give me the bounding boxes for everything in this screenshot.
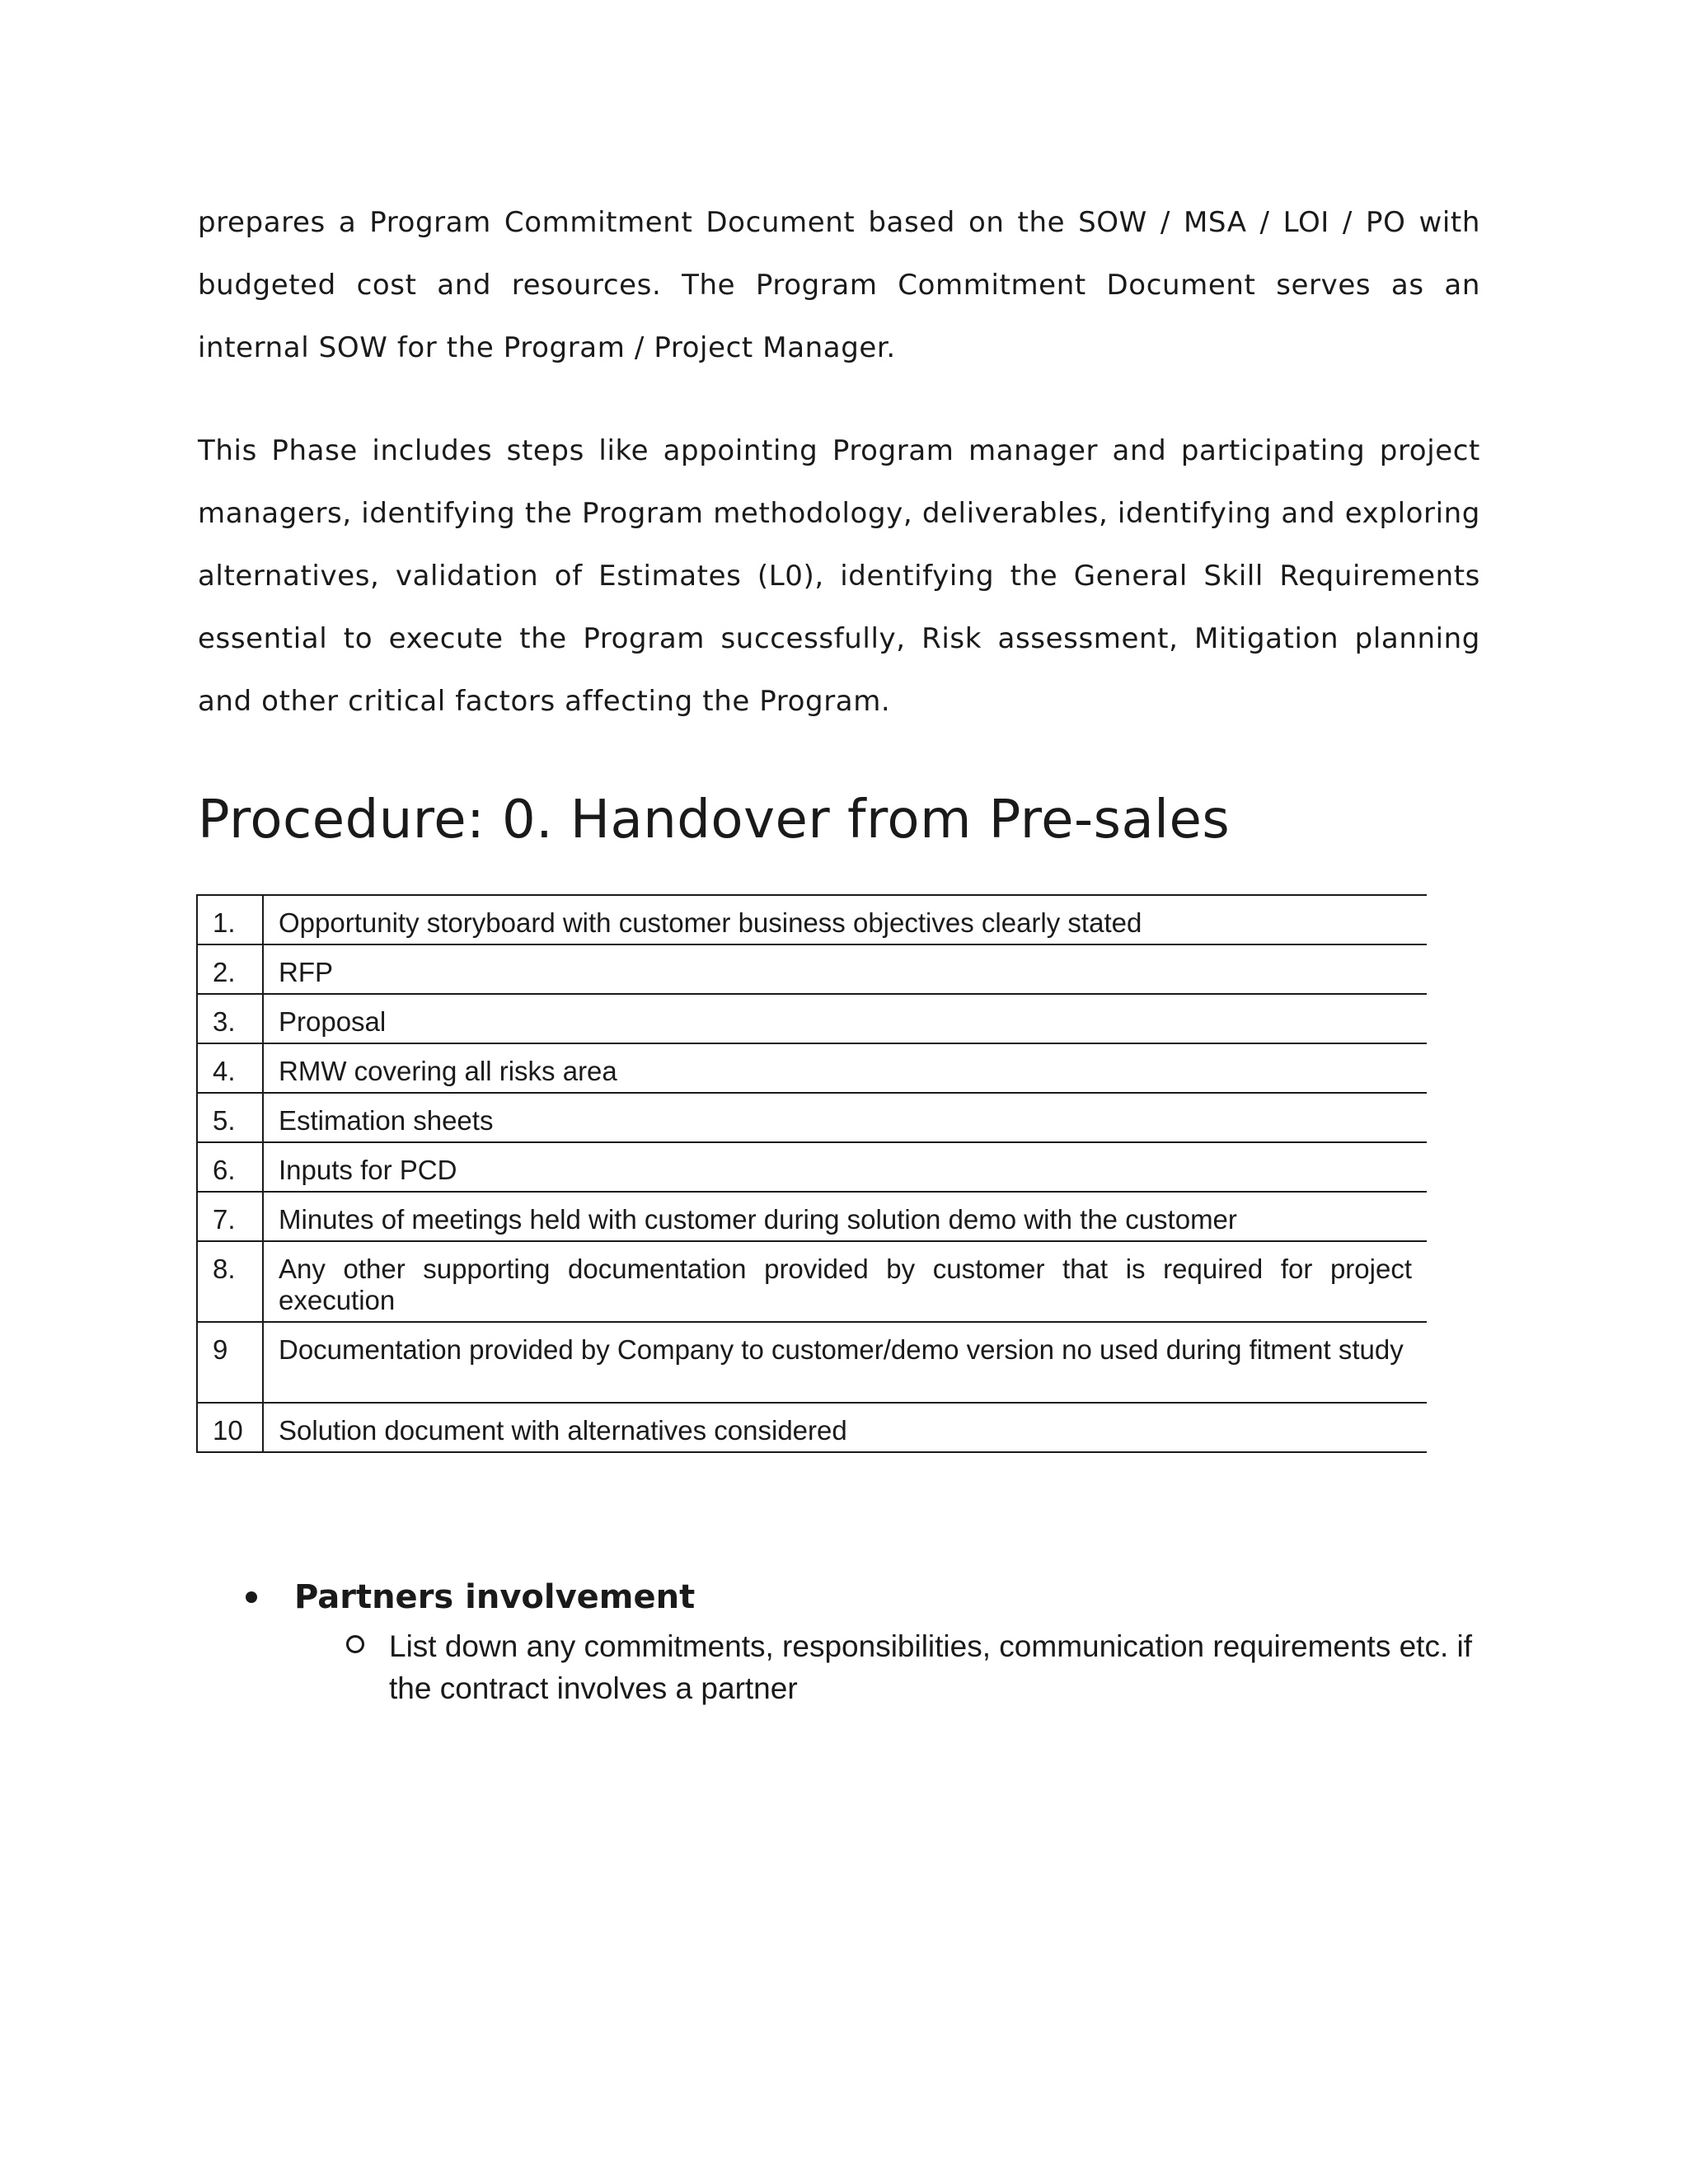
table-row: [197, 1043, 1427, 1093]
table-row: [197, 1322, 1427, 1403]
partners-subitem-text: List down any commitments, responsibilities, communication requirements etc. if the contract involves a partner: [389, 1629, 1473, 1705]
table-row: [197, 994, 1427, 1043]
row-number: 3.: [197, 994, 263, 1043]
row-text: Documentation provided by Company to customer/demo version no used during fitment study: [263, 1322, 1427, 1403]
row-number: 10: [197, 1403, 263, 1452]
partners-subitem: [346, 1625, 1480, 1709]
row-number: 1.: [197, 895, 263, 944]
intro-paragraph: prepares a Program Commitment Document based on the SOW / MSA / LOI / PO with budgeted cost and resources. The Program Commitment Document serves as an internal SOW for the Program / Project Manager.: [198, 206, 1480, 364]
hollow-circle-bullet-icon: [346, 1635, 364, 1653]
row-text: RMW covering all risks area: [263, 1043, 1427, 1093]
table-row: [197, 1142, 1427, 1192]
table-row: [197, 944, 1427, 994]
partners-title: Partners involvement: [294, 1578, 696, 1616]
row-number: 2.: [197, 944, 263, 994]
table-row: [197, 895, 1427, 944]
row-text: Solution document with alternatives considered: [263, 1403, 1427, 1452]
table-row: [197, 1093, 1427, 1142]
partners-bullet: [246, 1572, 695, 1622]
phase-paragraph: This Phase includes steps like appointing Program manager and participating project managers, identifying the Program methodology, deliverables, identifying and exploring alternatives, validation of Estimates (L0), identifying the General Skill Requirements essential to execute the Program successfully, Risk assessment, Mitigation planning and other critical factors affecting the Program.: [198, 434, 1480, 718]
table-row: [197, 1403, 1427, 1452]
row-text: Estimation sheets: [263, 1093, 1427, 1142]
row-number: 6.: [197, 1142, 263, 1192]
row-text: Proposal: [263, 994, 1427, 1043]
row-number: 7.: [197, 1192, 263, 1241]
row-text: RFP: [263, 944, 1427, 994]
row-number: 5.: [197, 1093, 263, 1142]
row-number: 8.: [197, 1241, 263, 1322]
table-row: [197, 1241, 1427, 1322]
row-text: Opportunity storyboard with customer business objectives clearly stated: [263, 895, 1427, 944]
bullet-dot-icon: [246, 1591, 257, 1603]
row-text: Minutes of meetings held with customer during solution demo with the customer: [263, 1192, 1427, 1241]
table-row: [197, 1192, 1427, 1241]
handover-table: [196, 894, 1427, 1453]
procedure-heading: Procedure: 0. Handover from Pre-sales: [198, 790, 1231, 851]
row-number: 9: [197, 1322, 263, 1403]
row-text: Inputs for PCD: [263, 1142, 1427, 1192]
row-number: 4.: [197, 1043, 263, 1093]
row-text: Any other supporting documentation provided by customer that is required for project execution: [263, 1241, 1427, 1322]
